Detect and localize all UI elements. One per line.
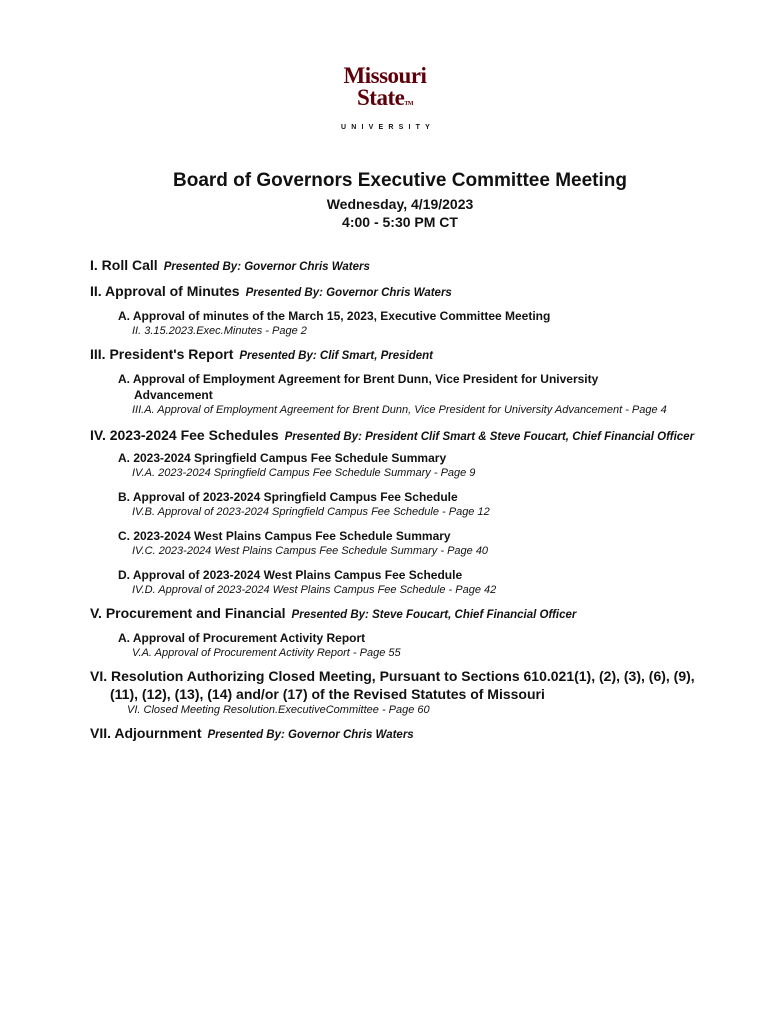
section-heading: III. President's Report [90, 346, 234, 362]
section-heading: I. Roll Call [90, 257, 158, 273]
section-presenter: Presented By: Steve Foucart, Chief Financial Officer [291, 609, 577, 621]
section-presenter: Presented By: Governor Chris Waters [163, 261, 370, 273]
agenda-item-title: A. Approval of Employment Agreement for Brent Dunn, Vice President for University Advancement [118, 372, 599, 402]
agenda-section-approval-of-minutes [90, 282, 720, 339]
agenda-item-title: A. Approval of minutes of the March 15, 2023, Executive Committee Meeting [118, 309, 551, 323]
meeting-date: Wednesday, 4/19/2023 [326, 196, 474, 212]
agenda-item [118, 308, 720, 339]
agenda-item-document: IV.A. 2023-2024 Springfield Campus Fee Schedule Summary - Page 9 [132, 467, 476, 479]
agenda-item-document: IV.B. Approval of 2023-2024 Springfield Campus Fee Schedule - Page 12 [132, 506, 490, 518]
section-heading-row [90, 604, 720, 624]
meeting-time: 4:00 - 5:30 PM CT [342, 214, 458, 230]
agenda-item-document: VI. Closed Meeting Resolution.ExecutiveCommittee - Page 60 [127, 704, 430, 716]
agenda-item-title: D. Approval of 2023-2024 West Plains Campus Fee Schedule [118, 568, 463, 582]
agenda [90, 256, 720, 744]
logo-trademark: TM [404, 101, 413, 107]
section-heading-row [90, 282, 720, 302]
section-presenter: Presented By: Governor Chris Waters [245, 287, 452, 299]
section-heading-row [90, 426, 720, 446]
agenda-item-title: A. 2023-2024 Springfield Campus Fee Schedule Summary [118, 451, 447, 465]
agenda-item-title: A. Approval of Procurement Activity Report [118, 631, 366, 645]
agenda-item-document: V.A. Approval of Procurement Activity Report - Page 55 [132, 647, 401, 659]
section-presenter: Presented By: Clif Smart, President [239, 350, 434, 362]
section-heading: VI. Resolution Authorizing Closed Meeting, Pursuant to Sections 610.021(1), (2), (3), (6), (9), (11), (12), (13), (14) and/or (17) of the Revised Statutes of Missouri [90, 668, 695, 702]
logo-line-state [0, 87, 770, 115]
agenda-section-procurement [90, 604, 720, 661]
logo-line-missouri: Missouri [343, 63, 427, 88]
agenda-item-document: IV.C. 2023-2024 West Plains Campus Fee Schedule Summary - Page 40 [132, 545, 489, 557]
agenda-section-presidents-report [90, 345, 720, 418]
section-heading: IV. 2023-2024 Fee Schedules [90, 427, 279, 443]
agenda-section-closed-meeting [90, 667, 720, 718]
agenda-item-title: B. Approval of 2023-2024 Springfield Campus Fee Schedule [118, 490, 458, 504]
agenda-item [118, 371, 720, 418]
agenda-item [118, 450, 720, 481]
agenda-item-document: II. 3.15.2023.Exec.Minutes - Page 2 [132, 325, 307, 337]
section-heading: V. Procurement and Financial [90, 605, 286, 621]
section-presenter: Presented By: Governor Chris Waters [207, 729, 414, 741]
logo-state-text: State [357, 85, 405, 110]
agenda-item [118, 489, 720, 520]
logo-line-university: UNIVERSITY [340, 124, 435, 131]
agenda-item [118, 630, 720, 661]
section-heading: II. Approval of Minutes [90, 283, 240, 299]
agenda-item-document: IV.D. Approval of 2023-2024 West Plains Campus Fee Schedule - Page 42 [132, 584, 497, 596]
section-heading-row [90, 345, 720, 365]
agenda-item-document: III.A. Approval of Employment Agreement for Brent Dunn, Vice President for University Advancement - Page 4 [132, 404, 667, 416]
section-heading-row [90, 256, 720, 276]
agenda-section-fee-schedules [90, 426, 720, 598]
section-heading-row [90, 724, 720, 744]
university-logo [0, 64, 770, 131]
agenda-item [118, 528, 720, 559]
agenda-section-adjournment [90, 724, 720, 744]
section-presenter: Presented By: President Clif Smart & Steve Foucart, Chief Financial Officer [284, 431, 695, 443]
meeting-title: Board of Governors Executive Committee Meeting [173, 170, 627, 191]
agenda-item [118, 567, 720, 598]
section-heading: VII. Adjournment [90, 725, 202, 741]
agenda-item-title: C. 2023-2024 West Plains Campus Fee Schedule Summary [118, 529, 451, 543]
agenda-section-roll-call [90, 256, 720, 276]
